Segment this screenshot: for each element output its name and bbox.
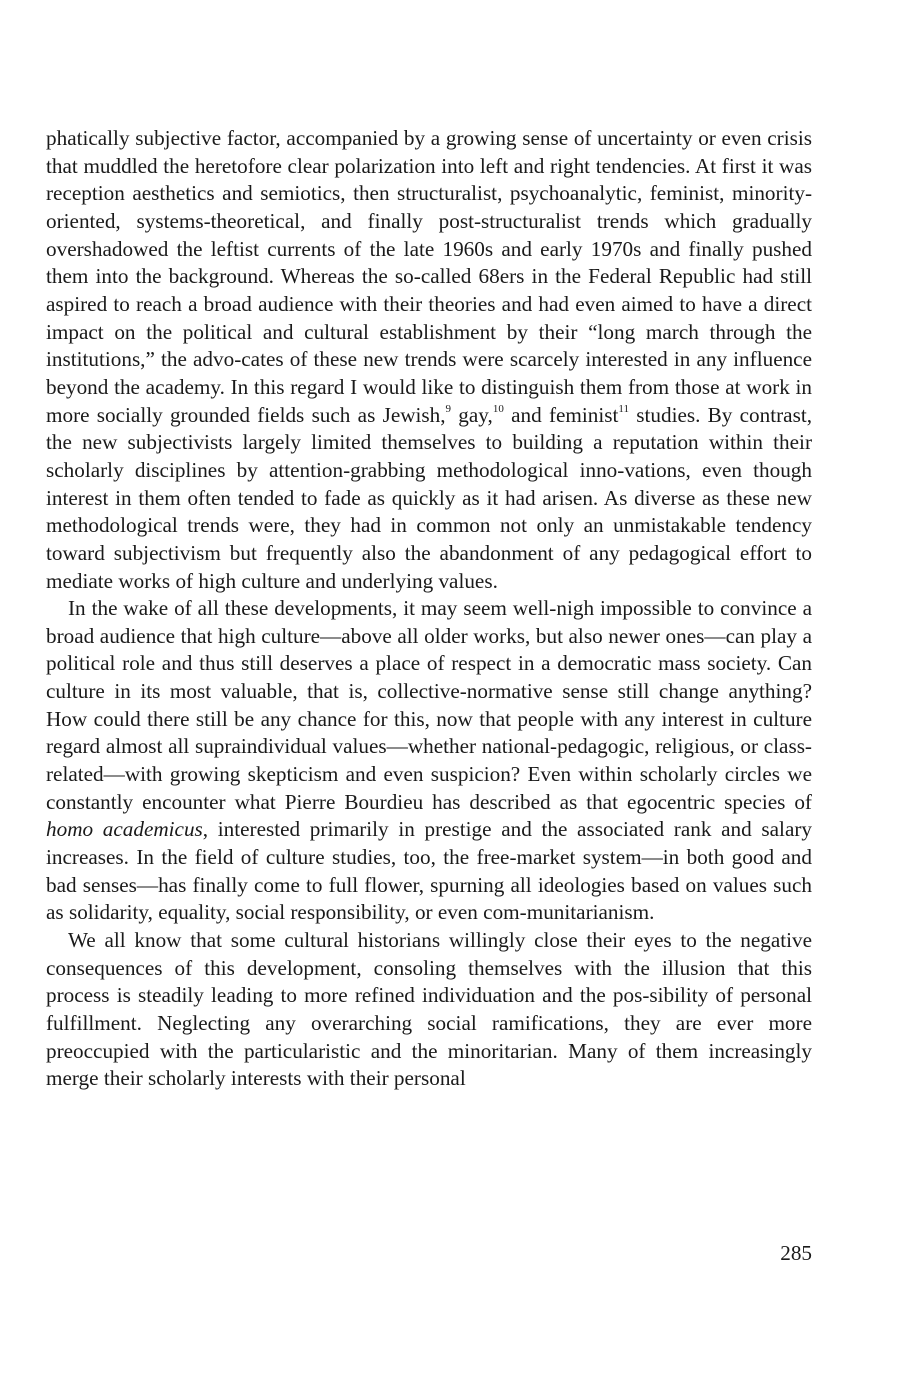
paragraph-3 xyxy=(46,927,812,1093)
paragraph-2 xyxy=(46,595,812,927)
footnote-marker: 10 xyxy=(492,402,504,415)
text-run: , interested primarily in prestige and the associated rank and salary increases. In the field of culture studies, too, the free-market system—in both good and bad senses—has finally come to full flower, spurning all ideologies based on values such as solidarity, equality, social responsibility, or even com-munitarianism. xyxy=(46,817,812,925)
body-text xyxy=(46,125,812,1093)
footnote-marker: 11 xyxy=(618,402,629,415)
paragraph-1 xyxy=(46,125,812,595)
text-run: studies. By contrast, the new subjectivists largely limited themselves to building a reputation within their scholarly disciplines by attention-grabbing methodological inno-vations, even though interest in them often tended to fade as quickly as it had arisen. As diverse as these new methodological trends were, they had in common not only an unmistakable tendency toward subjectivism but frequently also the abandonment of any pedagogical effort to mediate works of high culture and underlying values. xyxy=(46,402,813,593)
text-run: We all know that some cultural historians willingly close their eyes to the negative consequences of this development, consoling themselves with the illusion that this process is steadily leading to more refined individuation and the pos-sibility of personal fulfillment. Neglecting any overarching social ramifications, they are ever more preoccupied with the particularistic and the minoritarian. Many of them increasingly merge their scholarly interests with their personal xyxy=(46,928,812,1091)
text-run: In the wake of all these developments, it may seem well-nigh impossible to convince a broad audience that high culture—above all older works, but also newer ones—can play a political role and thus still deserves a place of respect in a democratic mass society. Can culture in its most valuable, that is, collective-normative sense still change anything? How could there still be any chance for this, now that people with any interest in culture regard almost all supraindividual values—whether national-pedagogic, religious, or class-related—with growing skepticism and even suspicion? Even within scholarly circles we constantly encounter what Pierre Bourdieu has described as that egocentric species of xyxy=(46,596,812,814)
text-run: phatically subjective factor, accompanied by a growing sense of uncertainty or even crisis that muddled the heretofore clear polarization into left and right tendencies. At first it was reception aesthetics and semiotics, then structuralist, psychoanalytic, feminist, minority-oriented, systems-theoretical, and finally post-structuralist trends which gradually overshadowed the leftist currents of the late 1960s and early 1970s and finally pushed them into the background. Whereas the so-called 68ers in the Federal Republic had still aspired to reach a broad audience with their theories and had even aimed to have a direct impact on the political and cultural establishment by their “long march through the institutions,” the advo-cates of these new trends were scarcely interested in any influence beyond the academy. In this regard I would like to distinguish them from those at work in more socially grounded fields such as Jewish, xyxy=(46,126,812,427)
page-number: 285 xyxy=(780,1241,812,1265)
text-run: gay, xyxy=(451,402,493,427)
italic-term: homo academicus xyxy=(46,817,203,842)
footnote-marker: 9 xyxy=(445,402,452,415)
text-run: and feminist xyxy=(503,402,619,427)
